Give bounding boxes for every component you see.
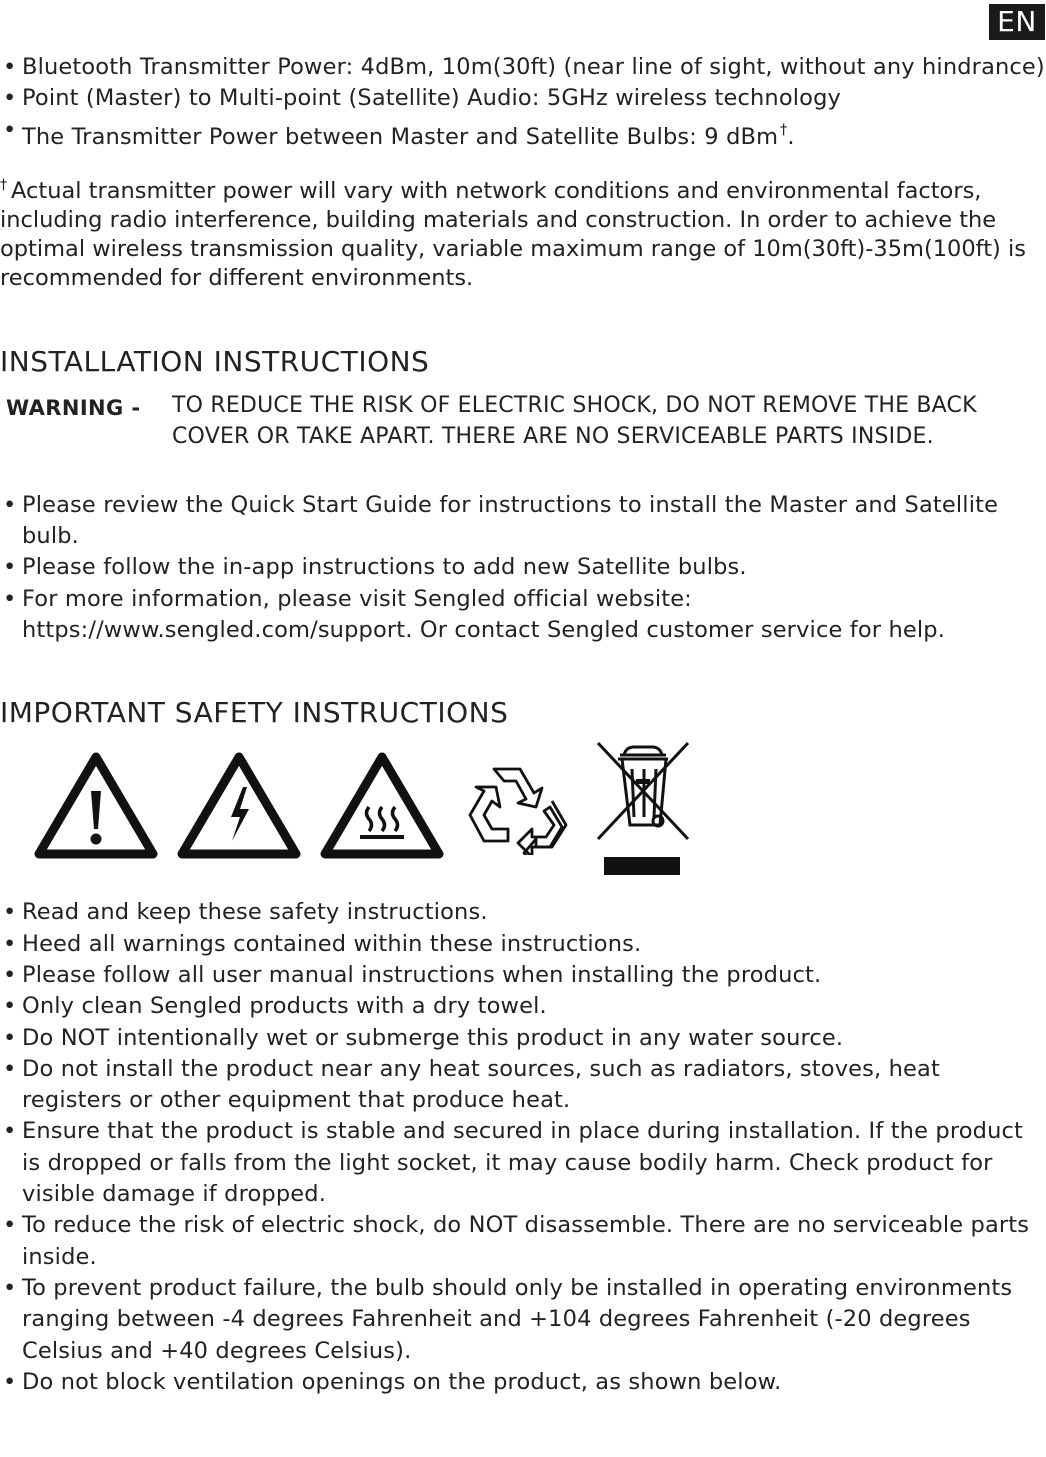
footnote [0, 171, 1046, 293]
list-item: • Do not install the product near any heat sources, such as radiators, stoves, heat registers or other equipment that produce heat. [0, 1054, 1046, 1117]
list-item: • Bluetooth Transmitter Power: 4dBm, 10m(30ft) (near line of sight, without any hindrance) [0, 52, 1046, 83]
list-item: • Read and keep these safety instructions. [0, 897, 1046, 928]
safety-symbols [0, 741, 1046, 891]
list-item: • Please follow all user manual instructions when installing the product. [0, 960, 1046, 991]
safety-list [0, 897, 1046, 1398]
list-item: • The Transmitter Power between Master and Satellite Bulbs: 9 dBm †. [0, 115, 1046, 153]
list-item: • Only clean Sengled products with a dry towel. [0, 991, 1046, 1022]
manual-page [0, 52, 1046, 1398]
crossed-bin-icon [594, 741, 692, 877]
warning-triangle-icon [34, 751, 158, 859]
footnote-text: Actual transmitter power will vary with network conditions and environmental factors, including radio interference, building materials and construction. In order to achieve the optimal wireless transmission quality, variable maximum range of 10m(30ft)-35m(100ft) is recommended for different environments. [0, 177, 1026, 291]
list-item: • Do not block ventilation openings on the product, as shown below. [0, 1367, 1046, 1398]
list-item: • For more information, please visit Sengled official website: https://www.sengled.com/support. Or contact Sengled customer service for help. [0, 584, 1046, 647]
installation-heading: INSTALLATION INSTRUCTIONS [0, 344, 430, 378]
list-item: • Point (Master) to Multi-point (Satellite) Audio: 5GHz wireless technology [0, 83, 1046, 114]
list-item: • Please follow the in-app instructions to add new Satellite bulbs. [0, 552, 1046, 583]
warning-label: WARNING - [6, 395, 141, 420]
list-item: • To prevent product failure, the bulb should only be installed in operating environments ranging between -4 degrees Fahrenheit and +104 degrees Fahrenheit (-20 degrees Celsius and +40 degrees Celsius). [0, 1273, 1046, 1367]
warning-text: TO REDUCE THE RISK OF ELECTRIC SHOCK, DO NOT REMOVE THE BACK COVER OR TAKE APART. THERE ARE NO SERVICEABLE PARTS INSIDE. [172, 392, 977, 449]
safety-heading: IMPORTANT SAFETY INSTRUCTIONS [0, 696, 509, 730]
hot-surface-icon [320, 751, 444, 859]
list-item: • Ensure that the product is stable and secured in place during installation. If the product is dropped or falls from the light socket, it may cause bodily harm. Check product for visible damage if dropped. [0, 1116, 1046, 1210]
installation-list [0, 490, 1046, 646]
warning-block [0, 390, 1046, 486]
language-badge: EN [989, 4, 1045, 40]
list-item: • Do NOT intentionally wet or submerge this product in any water source. [0, 1023, 1046, 1054]
dagger-mark: † [0, 176, 7, 193]
list-item: • To reduce the risk of electric shock, do NOT disassemble. There are no serviceable parts inside. [0, 1210, 1046, 1273]
electric-shock-icon [177, 751, 301, 859]
list-item: • Heed all warnings contained within these instructions. [0, 929, 1046, 960]
recycle-icon [462, 755, 574, 855]
dagger-mark: † [780, 121, 788, 138]
list-item: • Please review the Quick Start Guide for instructions to install the Master and Satellite bulb. [0, 490, 1046, 553]
spec-list [0, 52, 1046, 153]
